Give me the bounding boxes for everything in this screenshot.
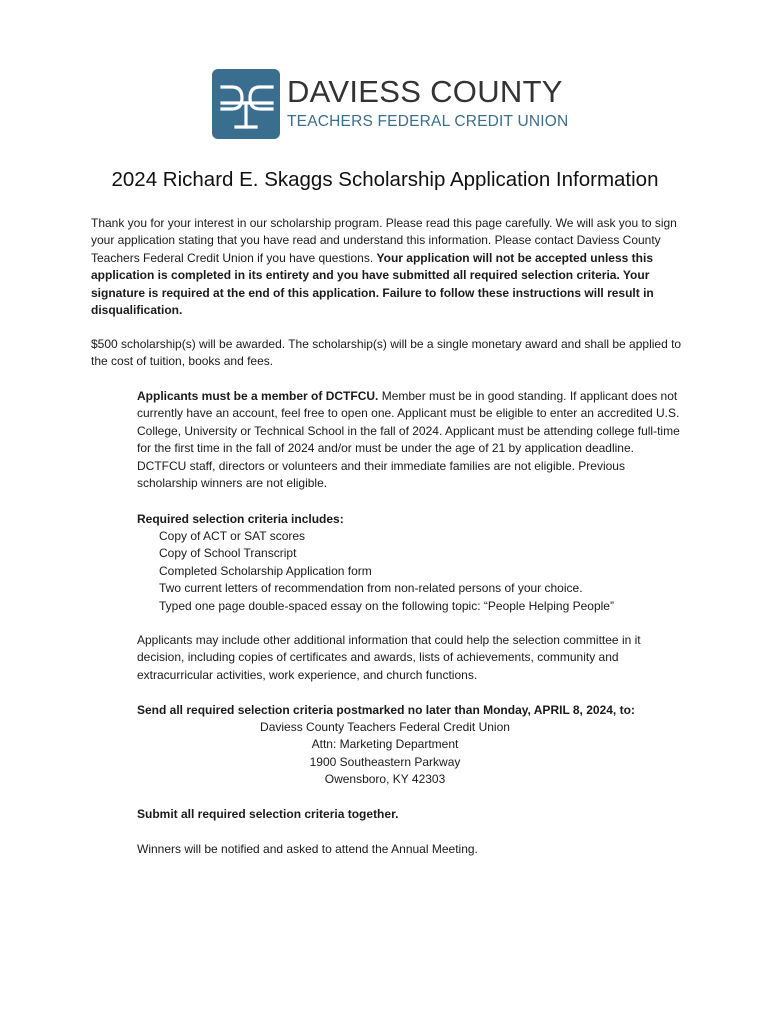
logo-name: DAVIESS COUNTY [287,74,563,109]
eligibility-paragraph [137,388,682,492]
address-line: Attn: Marketing Department [311,737,459,752]
requirements-list [159,528,614,615]
address-line: Owensboro, KY 42303 [324,772,446,787]
winners-note: Winners will be notified and asked to attend the Annual Meeting. [137,842,478,856]
intro-text: Thank you for your interest in our scholarship program. Please read this page carefully. We will ask you to sign your application stating that you have read and understand this information. Please contact Daviess County Teachers Federal Credit Union if you have questions. [91,216,677,265]
mailing-address [240,719,530,789]
eligibility-lead: Applicants must be a member of DCTFCU. [137,389,379,403]
eligibility-text: Member must be in good standing. If applicant does not currently have an account, feel free to open one. Applicant must be eligible to enter an accredited U.S. College, University or Technical School in the fall of 2024. Applicant must be attending college full-time for the first time in the fall of 2024 and/or must be under the age of 21 by application deadline. DCTFCU staff, directors or volunteers and their immediate families are not eligible. Previous scholarship winners are not eligible. [137,389,680,491]
address-line: 1900 Southeastern Parkway [309,754,461,769]
credit-union-logo [212,69,569,139]
additional-info-paragraph: Applicants may include other additional information that could help the selection committee in it decision, including copies of certificates and awards, lists of achievements, community and extracurricular activities, work experience, and church functions. [137,633,641,682]
list-item: Copy of School Transcript [159,546,297,561]
address-line: Daviess County Teachers Federal Credit Union [260,720,510,734]
award-paragraph: $500 scholarship(s) will be awarded. The scholarship(s) will be a single monetary award and shall be applied to the cost of tuition, books and fees. [91,337,682,369]
list-item: Copy of ACT or SAT scores [159,529,306,543]
intro-paragraph [91,215,691,319]
logo-subtitle: TEACHERS FEDERAL CREDIT UNION [287,113,569,130]
logo-mark-icon [212,69,280,139]
list-item: Typed one page double-spaced essay on the following topic: “People Helping People” [159,598,614,613]
list-item: Completed Scholarship Application form [159,563,372,578]
list-item: Two current letters of recommendation from non-related persons of your choice. [159,581,583,596]
submit-note: Submit all required selection criteria together. [137,807,399,821]
page-title: 2024 Richard E. Skaggs Scholarship Application Information [111,168,659,191]
send-heading: Send all required selection criteria postmarked no later than Monday, APRIL 8, 2024, to: [137,703,635,717]
requirements-heading: Required selection criteria includes: [137,512,344,526]
intro-warning: Your application will not be accepted unless this application is completed in its entirety and you have submitted all required selection criteria. Your signature is required at the end of this application. Failure to follow these instructions will result in disqualification. [91,250,654,318]
